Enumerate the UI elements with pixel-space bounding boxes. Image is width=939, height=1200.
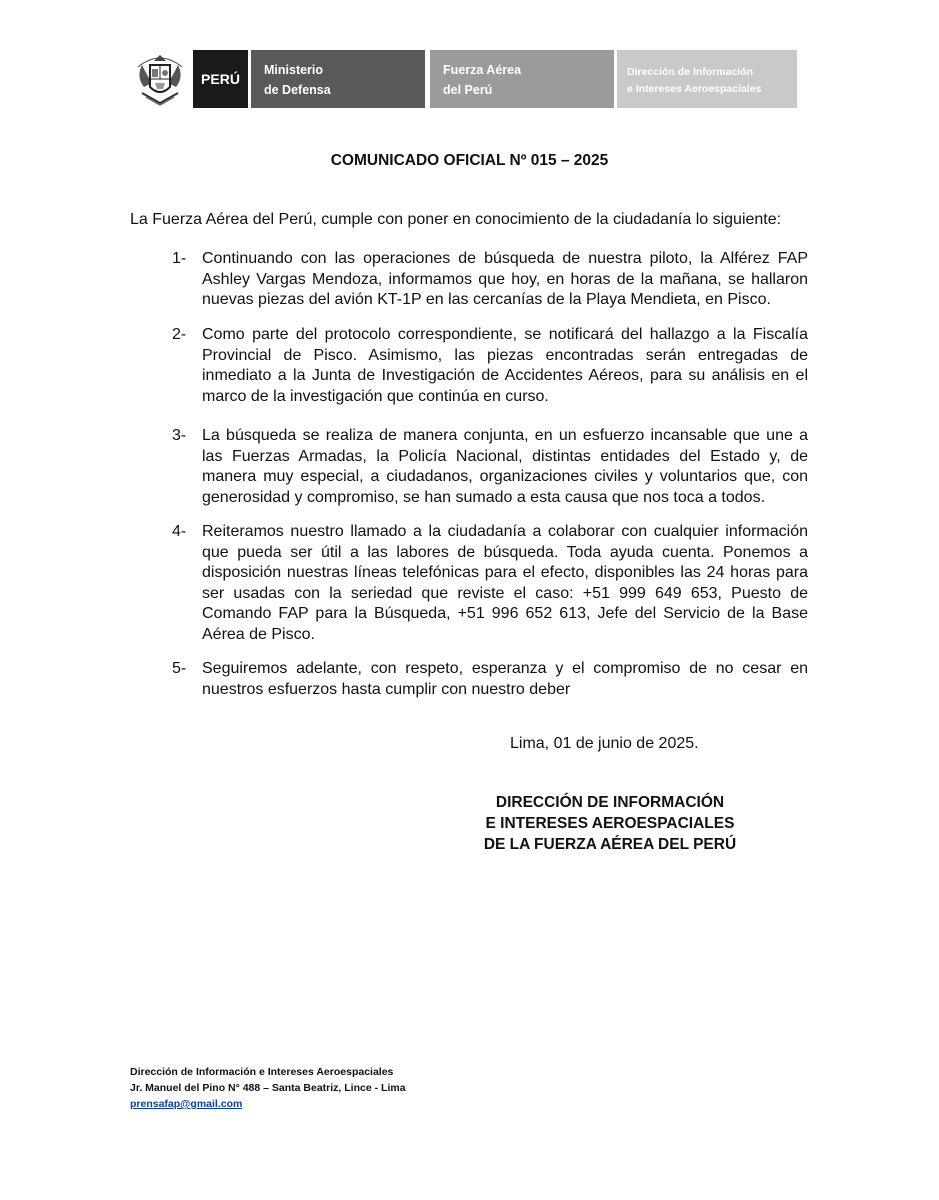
item-text: Como parte del protocolo correspondiente, se notificará del hallazgo a la Fiscalía Provincial de Pisco. Asimismo, las piezas encontradas serán entregadas de inmediato a la Junta de Investigación de Accidentes Aéreos, para su análisis en el marco de la investigación que continúa en curso. <box>202 326 808 405</box>
footer <box>130 1064 406 1112</box>
signature-line-3: DE LA FUERZA AÉREA DEL PERÚ <box>483 836 737 853</box>
item-text: Seguiremos adelante, con respeto, esperanza y el compromiso de no cesar en nuestros esfuerzos hasta cumplir con nuestro deber <box>202 660 808 698</box>
intro-paragraph: La Fuerza Aérea del Perú, cumple con poner en conocimiento de la ciudadanía lo siguiente: <box>130 211 782 228</box>
footer-email-link[interactable]: prensafap@gmail.com <box>130 1098 243 1110</box>
ministry-line-1: Ministerio <box>264 63 324 77</box>
directorate-line-1: Dirección de Información <box>627 66 754 78</box>
air-force-line-2: del Perú <box>443 83 493 97</box>
signature-line-2: E INTERESES AEROESPACIALES <box>485 815 735 832</box>
item-number: 5- <box>172 660 187 677</box>
item-number: 3- <box>172 427 187 444</box>
place-date: Lima, 01 de junio de 2025. <box>510 735 699 752</box>
air-force-block <box>430 50 614 108</box>
list-item <box>172 249 808 311</box>
ministry-block <box>251 50 425 108</box>
footer-address: Jr. Manuel del Pino N° 488 – Santa Beatriz, Lince - Lima <box>130 1082 406 1094</box>
air-force-line-1: Fuerza Aérea <box>443 63 522 77</box>
country-block <box>193 50 248 108</box>
list-item <box>172 426 808 508</box>
list-item <box>172 522 808 645</box>
item-text: Continuando con las operaciones de búsqueda de nuestra piloto, la Alférez FAP Ashley Vargas Mendoza, informamos que hoy, en horas de la mañana, se hallaron nuevas piezas del avión KT-1P en las cercanías de la Playa Mendieta, en Pisco. <box>202 250 808 308</box>
list-item <box>172 325 808 407</box>
document-title: COMUNICADO OFICIAL Nº 015 – 2025 <box>330 152 609 169</box>
ministry-line-2: de Defensa <box>264 83 331 97</box>
national-seal-icon <box>130 47 190 109</box>
signature-line-1: DIRECCIÓN DE INFORMACIÓN <box>495 794 725 811</box>
item-text: Reiteramos nuestro llamado a la ciudadanía a colaborar con cualquier información que pueda ser útil a las labores de búsqueda. Toda ayuda cuenta. Ponemos a disposición nuestras líneas telefónicas para el efecto, disponibles las 24 horas para ser usadas con la seriedad que reviste el caso: +51 999 649 653, Puesto de Comando FAP para la Búsqueda, +51 996 652 613, Jefe del Servicio de la Base Aérea de Pisco. <box>202 523 808 643</box>
item-number: 2- <box>172 326 187 343</box>
list-item <box>172 659 808 700</box>
country-label: PERÚ <box>201 71 240 87</box>
signature-block <box>460 792 760 855</box>
directorate-line-2: e Intereses Aeroespaciales <box>627 83 762 95</box>
letterhead <box>130 45 800 110</box>
directorate-block <box>617 50 797 108</box>
item-number: 4- <box>172 523 187 540</box>
item-number: 1- <box>172 250 187 267</box>
footer-org: Dirección de Información e Intereses Aeroespaciales <box>130 1066 394 1078</box>
item-text: La búsqueda se realiza de manera conjunta, en un esfuerzo incansable que une a las Fuerzas Armadas, la Policía Nacional, distintas entidades del Estado y, de manera muy especial, a ciudadanos, organizaciones civiles y voluntarios que, con generosidad y compromiso, se han sumado a esta causa que nos toca a todos. <box>202 427 808 506</box>
